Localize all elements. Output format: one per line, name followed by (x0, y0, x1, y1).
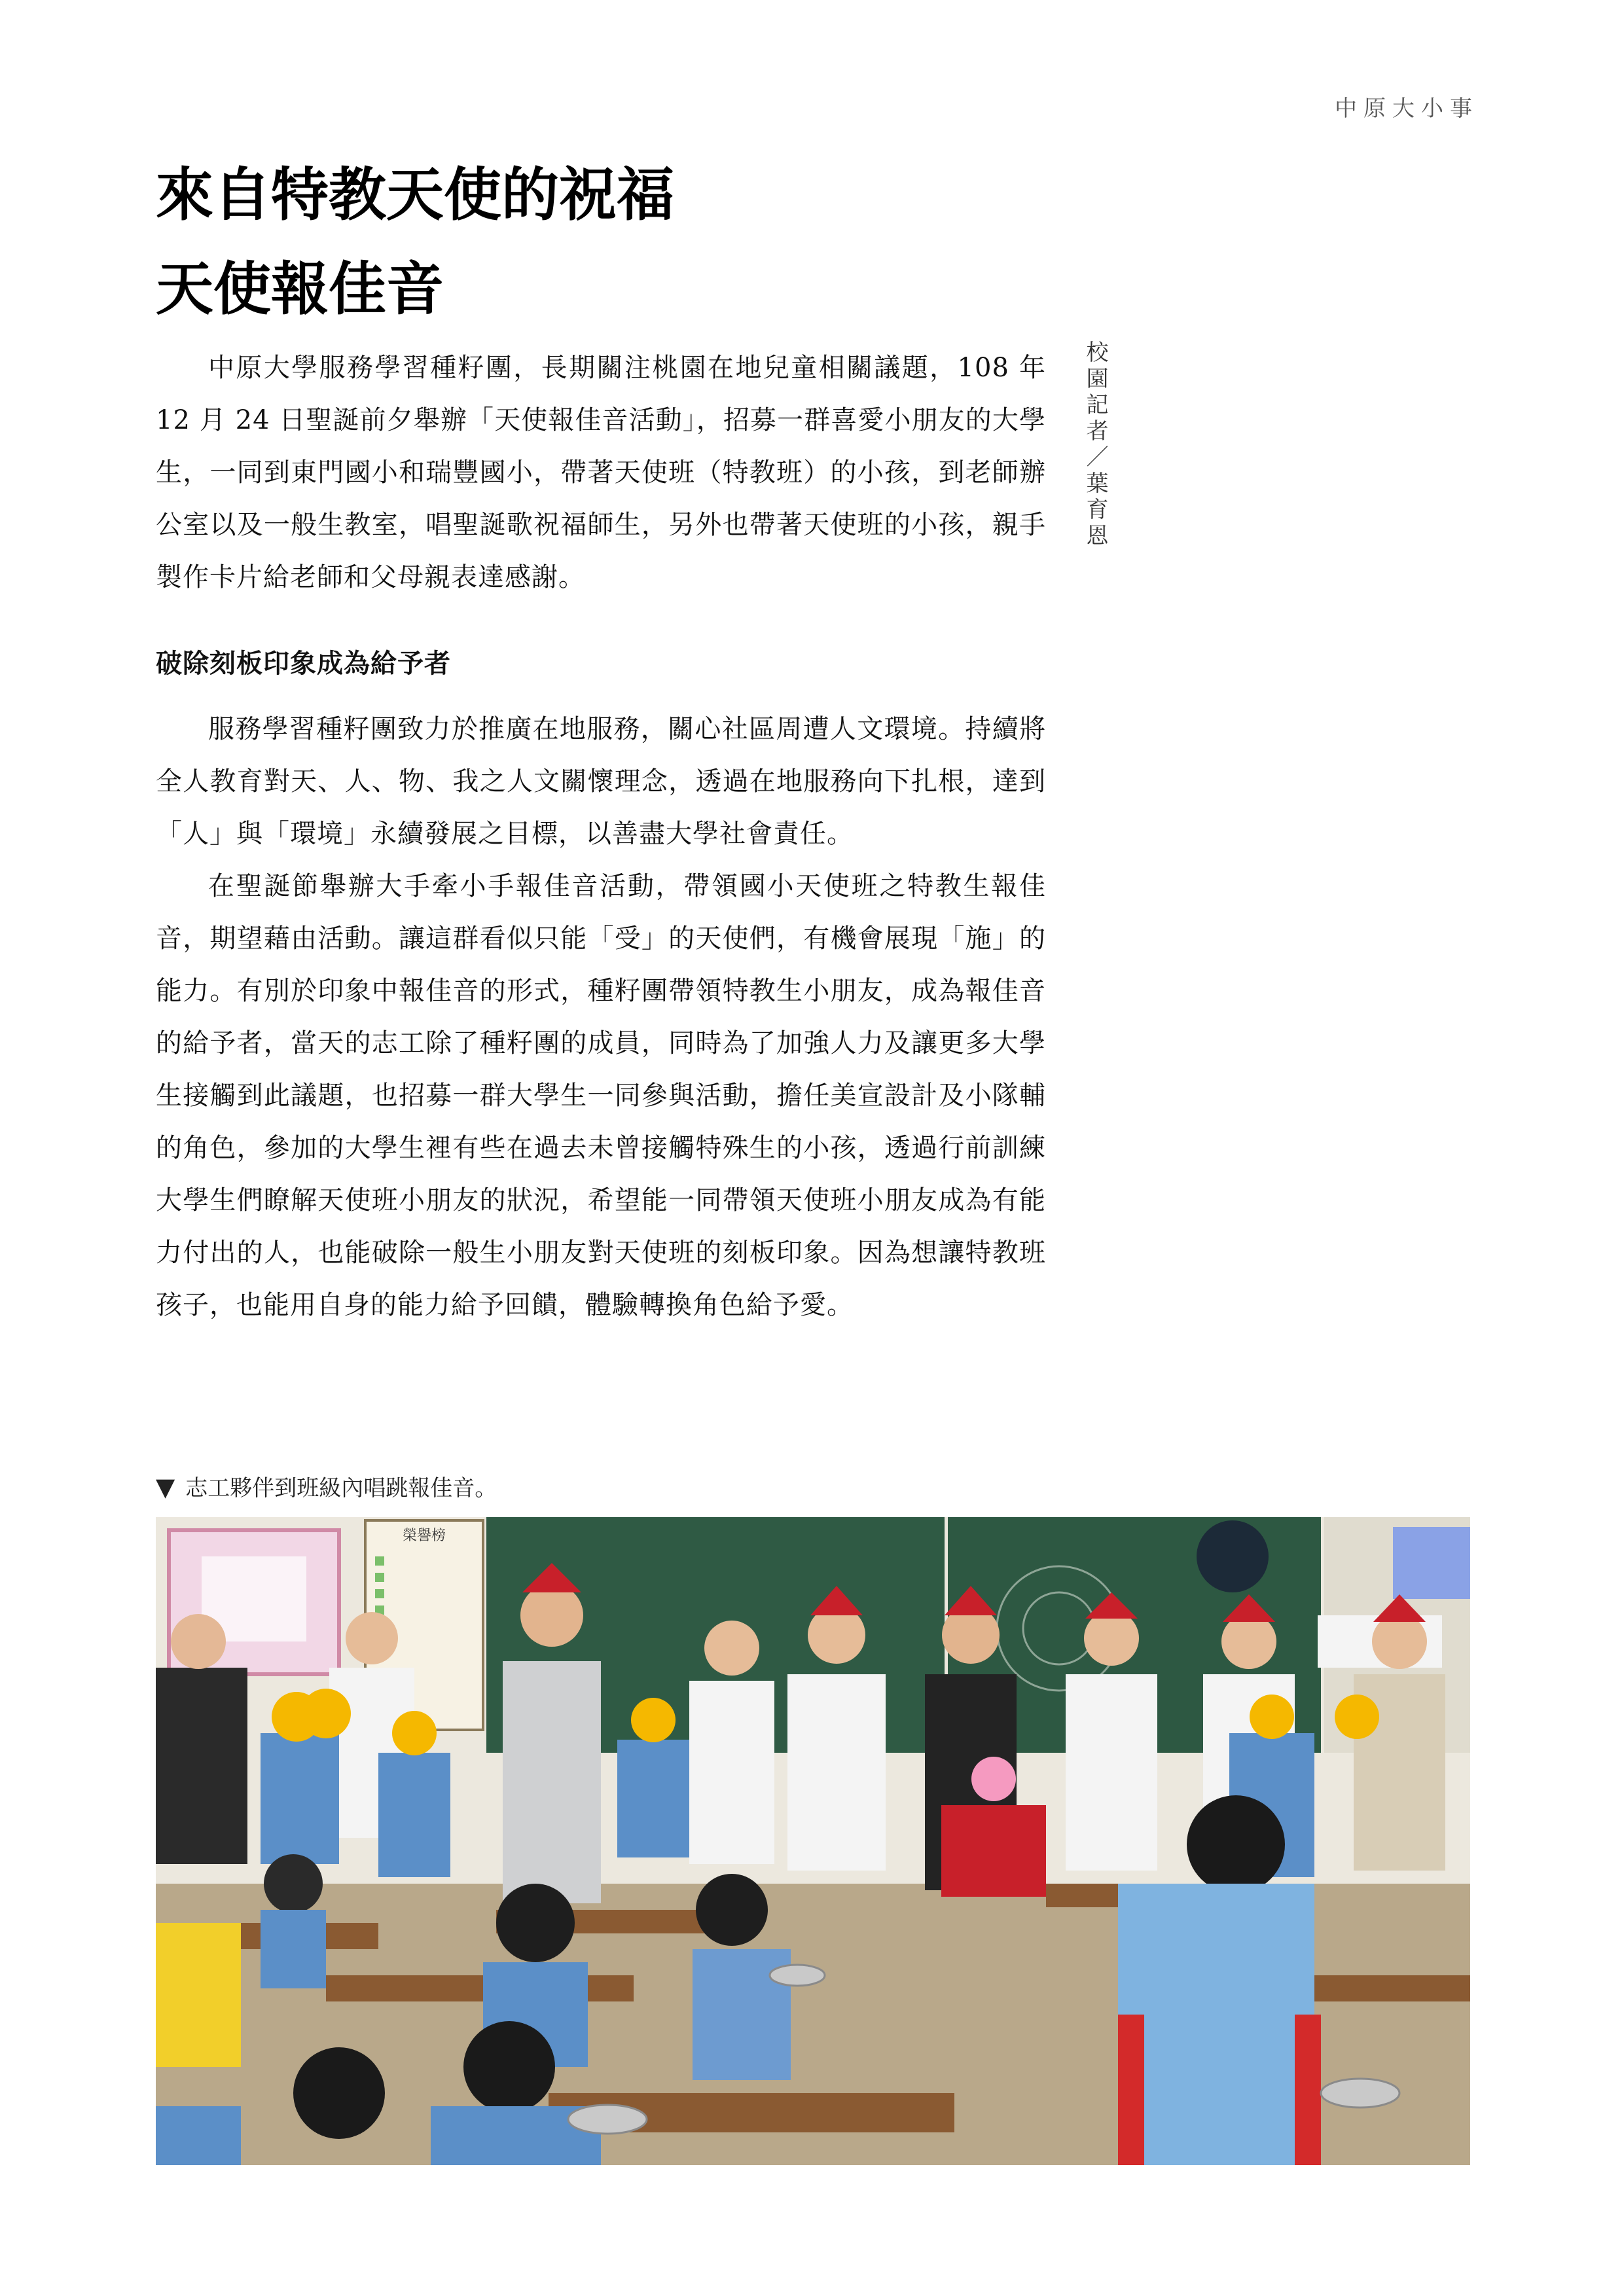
caption-marker-icon: ▼ (156, 1473, 175, 1501)
body-paragraph-2: 在聖誕節舉辦大手牽小手報佳音活動，帶領國小天使班之特教生報佳音，期望藉由活動。讓這群看似只能「受」的天使們，有機會展現「施」的能力。有別於印象中報佳音的形式，種籽團帶領特教生小朋友，成為報佳音的給予者，當天的志工除了種籽團的成員，同時為了加強人力及讓更多大學生接觸到此議題，也招募一群大學生一同參與活動，擔任美宣設計及小隊輔的角色，參加的大學生裡有些在過去未曾接觸特殊生的小孩，透過行前訓練大學生們瞭解天使班小朋友的狀況，希望能一同帶領天使班小朋友成為有能力付出的人，也能破除一般生小朋友對天使班的刻板印象。因為想讓特教班孩子，也能用自身的能力給予回饋，體驗轉換角色給予愛。 (156, 871, 1046, 1320)
section-heading: 破除刻板印象成為給予者 (156, 648, 451, 679)
title-line-1: 來自特教天使的祝福 (156, 160, 675, 228)
body-paragraph-1: 服務學習種籽團致力於推廣在地服務，關心社區周遭人文環境。持續將全人教育對天、人、物、我之人文關懷理念，透過在地服務向下扎根，達到「人」與「環境」永續發展之目標，以善盡大學社會責任。 (156, 714, 1046, 849)
article-title (156, 147, 674, 336)
intro-paragraph: 中原大學服務學習種籽團，長期關注桃園在地兒童相關議題，108 年 12 月 24 日聖誕前夕舉辦「天使報佳音活動」，招募一群喜愛小朋友的大學生，一同到東門國小和瑞豐國小，帶著天使班（特教班）的小孩，到老師辦公室以及一般生教室，唱聖誕歌祝福師生，另外也帶著天使班的小孩，親手製作卡片給老師和父母親表達感謝。 (156, 353, 1046, 592)
title-line-2: 天使報佳音 (156, 255, 444, 323)
article-body (156, 342, 1046, 1331)
caption-text: 志工夥伴到班級內唱跳報佳音。 (185, 1475, 497, 1501)
classroom-photo-illustration (156, 1517, 1470, 2165)
section-label: 中原大小事 (1335, 96, 1479, 122)
honor-board-label: 榮譽榜 (402, 1528, 446, 1544)
classroom-photo (156, 1517, 1470, 2165)
photo-caption (156, 1470, 497, 1502)
reporter-byline: 校園記者／葉育恩 (1082, 340, 1108, 550)
